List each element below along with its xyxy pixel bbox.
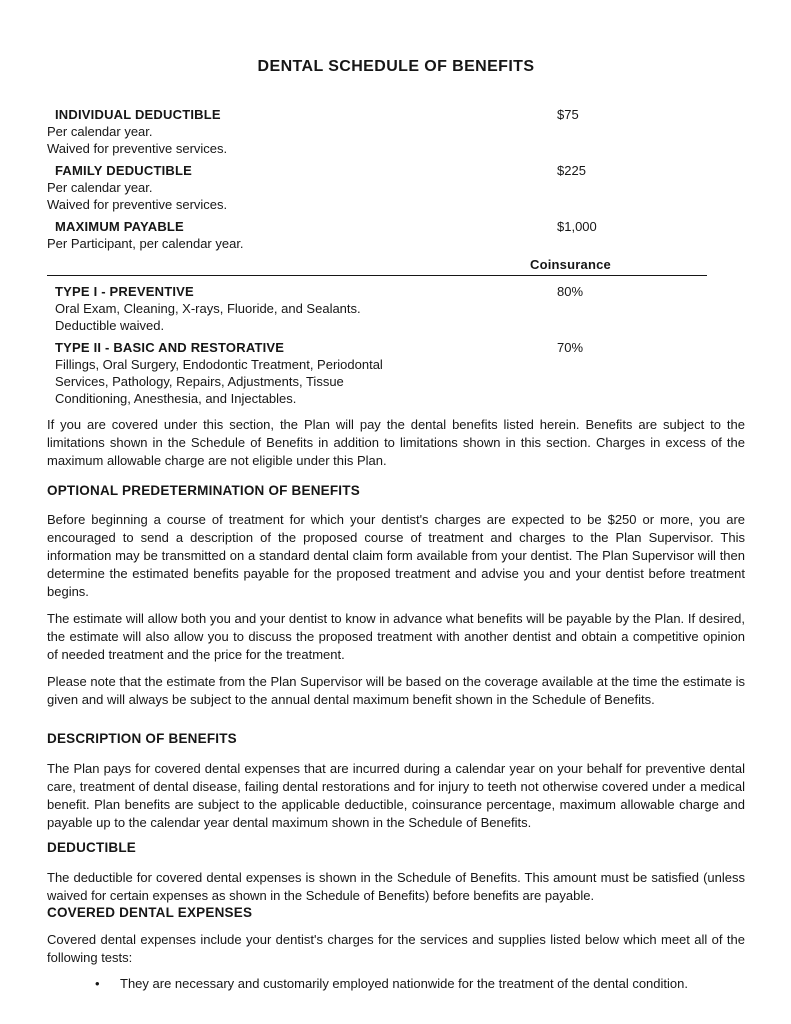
schedule-row-note: Per calendar year. [47, 124, 153, 139]
paragraph: Please note that the estimate from the Plan Supervisor will be based on the coverage available at the time the estimate is given and will always be subject to the annual dental maximum benefit shown in the Schedule of Benefits. [47, 674, 745, 707]
coverage-row-note: Conditioning, Anesthesia, and Injectables. [55, 391, 297, 406]
intro-paragraph: If you are covered under this section, the Plan will pay the dental benefits listed herein. Benefits are subject to the limitations shown in the Schedule of Benefits in addition to limitations shown in this section. Charges in excess of the maximum allowable charge are not eligible under this Plan. [47, 417, 745, 468]
coverage-row-note: Services, Pathology, Repairs, Adjustments, Tissue [55, 374, 344, 389]
horizontal-rule [47, 275, 707, 276]
schedule-row-note: Per calendar year. [47, 180, 153, 195]
coinsurance-column-header: Coinsurance [530, 257, 611, 272]
bullet-icon: • [95, 976, 100, 991]
section-heading-covered-dental-expenses: COVERED DENTAL EXPENSES [47, 905, 253, 920]
schedule-row-value: $1,000 [557, 219, 597, 234]
coverage-row-label: TYPE II - BASIC AND RESTORATIVE [55, 340, 285, 355]
section-heading-description-of-benefits: DESCRIPTION OF BENEFITS [47, 731, 237, 746]
schedule-row-label: MAXIMUM PAYABLE [55, 219, 184, 234]
coverage-row-note: Fillings, Oral Surgery, Endodontic Treatment, Periodontal [55, 357, 383, 372]
schedule-row-label: FAMILY DEDUCTIBLE [55, 163, 193, 178]
schedule-row-maximum-payable [47, 218, 745, 252]
schedule-row-note: Waived for preventive services. [47, 141, 228, 156]
coverage-row-note: Deductible waived. [55, 318, 165, 333]
coverage-row-value: 70% [557, 340, 584, 355]
paragraph: Covered dental expenses include your dentist's charges for the services and supplies listed below which meet all of the following tests: [47, 932, 745, 965]
coverage-row-note: Oral Exam, Cleaning, X-rays, Fluoride, and Sealants. [55, 301, 361, 316]
schedule-row-note: Waived for preventive services. [47, 197, 228, 212]
schedule-row-note: Per Participant, per calendar year. [47, 236, 244, 251]
section-heading-deductible: DEDUCTIBLE [47, 840, 136, 855]
section-heading-optional-predetermination: OPTIONAL PREDETERMINATION OF BENEFITS [47, 483, 360, 498]
bullet-list-item [47, 975, 745, 993]
paragraph: The Plan pays for covered dental expenses that are incurred during a calendar year on your behalf for preventive dental care, treatment of dental disease, failing dental restorations and for injury to teeth not otherwise covered under a medical benefit. Plan benefits are subject to the applicable deductible, coinsurance percentage, maximum allowable charge and payable up to the calendar year dental maximum shown in the Schedule of Benefits. [47, 761, 745, 830]
paragraph: The deductible for covered dental expenses is shown in the Schedule of Benefits. This amount must be satisfied (unless waived for certain expenses as shown in the Schedule of Benefits) before benefits are payable. [47, 870, 745, 903]
coverage-row-label: TYPE I - PREVENTIVE [55, 284, 194, 299]
bullet-item-text: They are necessary and customarily employed nationwide for the treatment of the dental condition. [120, 976, 688, 991]
paragraph: The estimate will allow both you and your dentist to know in advance what benefits will be payable by the Plan. If desired, the estimate will also allow you to discuss the proposed treatment with another dentist and obtain a competitive opinion of needed treatment and the price for the treatment. [47, 611, 745, 662]
schedule-row-label: INDIVIDUAL DEDUCTIBLE [55, 107, 221, 122]
page-title: DENTAL SCHEDULE OF BENEFITS [257, 58, 535, 75]
coverage-row-value: 80% [557, 284, 584, 299]
schedule-row-value: $225 [557, 163, 586, 178]
schedule-row-value: $75 [557, 107, 579, 122]
schedule-row-individual-deductible [47, 106, 745, 157]
coverage-row-type-1 [47, 283, 745, 334]
coverage-row-type-2 [47, 339, 745, 407]
paragraph: Before beginning a course of treatment for which your dentist's charges are expected to be $250 or more, you are encouraged to send a description of the proposed course of treatment and charges to the Plan Supervisor. This information may be transmitted on a standard dental claim form available from your dentist. The Plan Supervisor will then determine the estimated benefits payable for the proposed treatment and advise you and your dentist before treatment begins. [47, 512, 745, 599]
schedule-row-family-deductible [47, 162, 745, 213]
